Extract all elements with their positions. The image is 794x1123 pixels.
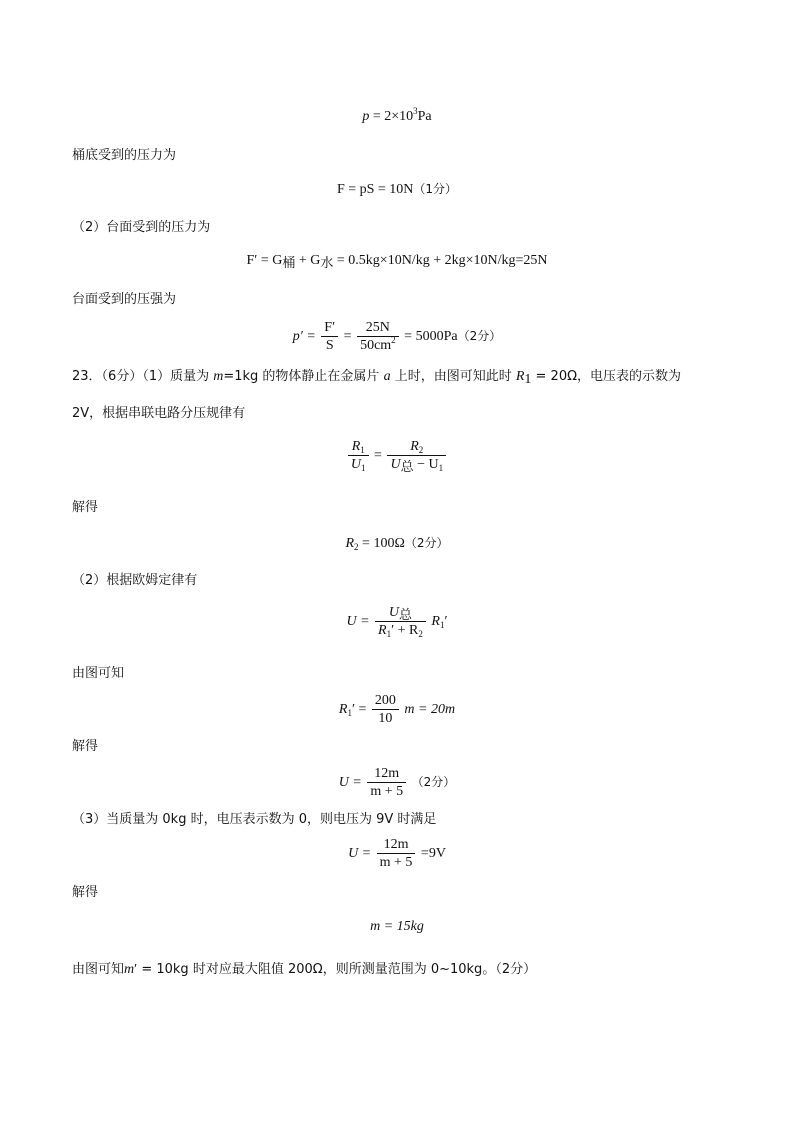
- text-solve-1: 解得: [72, 500, 99, 515]
- equation-table-force: $F' = G_桶 + G_水 = 0.5kg\times 10N/kg + 2kg\times 10N/kg=25N$: [246, 253, 548, 271]
- fraction-12m-over-m5: $\frac{12m}{m + 5}$: [367, 765, 406, 800]
- fraction-f-over-s: $\frac{F'}{S}$: [321, 319, 338, 354]
- text-solve-2: 解得: [72, 739, 99, 754]
- equation-m-value: m = 15kg: [370, 919, 424, 934]
- text-part2-heading: （2）台面受到的压力为: [72, 220, 211, 235]
- text-part2-ohm: （2）根据欧姆定律有: [72, 573, 198, 588]
- final-conclusion: 由图可知m′ = 10kg 时对应最大阻值 200Ω，则所测量范围为 0~10kg。（2分）: [72, 962, 537, 977]
- equation-r2-value: $R_2 = 100\Omega(2$分）: [345, 536, 449, 552]
- text-table-pressure: 台面受到的压强为: [72, 292, 177, 307]
- equation-table-pressure: p′ = $\frac{F'}{S}$ = $\frac{25N}{50cm^2}$ = 5000Pa（2分）: [292, 320, 502, 354]
- equation-voltage-divider: $\frac{R_1}{U_1}$ = $\frac{R_2}{U_总 - U_1}$: [0, 438, 794, 474]
- text-solve-3: 解得: [72, 885, 99, 900]
- question-23-line2: 2V，根据串联电路分压规律有: [72, 406, 246, 421]
- fraction-12m-over-m5-b: $\frac{12m}{m + 5}$: [377, 836, 416, 871]
- equation-bottom-force: F = pS = 10N（1分）: [336, 182, 458, 197]
- text-from-graph: 由图可知: [72, 666, 125, 681]
- equation-ohm-law: U = $\frac{U_总}{R_1' + R_2}$ $R_1'$: [346, 605, 448, 640]
- question-23-line1: 23．（6分）（1）质量为 m=1kg 的物体静止在金属片 a 上时，由图可知此时 $R_1 = 20\Omega$，电压表的示数为: [72, 369, 682, 387]
- equation-pressure-value: $p = 2\times 10^3Pa$: [362, 106, 432, 124]
- equation-u-of-m: U = $\frac{12m}{m + 5}$ （2分）: [338, 766, 456, 800]
- fraction-200-over-10: $\frac{200}{10}$: [372, 692, 399, 727]
- fraction-r2-over-udiff: $\frac{R_2}{U_总 - U_1}$: [387, 438, 446, 473]
- text-bottom-force: 桶底受到的压力为: [72, 148, 177, 163]
- fraction-r1-over-u1: $\frac{R_1}{U_1}$: [348, 438, 369, 473]
- fraction-25n-over-area: $\frac{25N}{50cm^2}$: [357, 319, 399, 354]
- text-part3: （3）当质量为 0kg 时，电压表示数为 0，则电压为 9V 时满足: [72, 812, 437, 827]
- fraction-utotal-over-rsum: $\frac{U_总}{R_1' + R_2}$: [375, 604, 426, 639]
- equation-r1-prime: $R_1'$ = $\frac{200}{10}$ m = 20m: [338, 693, 456, 727]
- equation-u-equals-9v: U = $\frac{12m}{m + 5}$ =9V: [348, 837, 446, 871]
